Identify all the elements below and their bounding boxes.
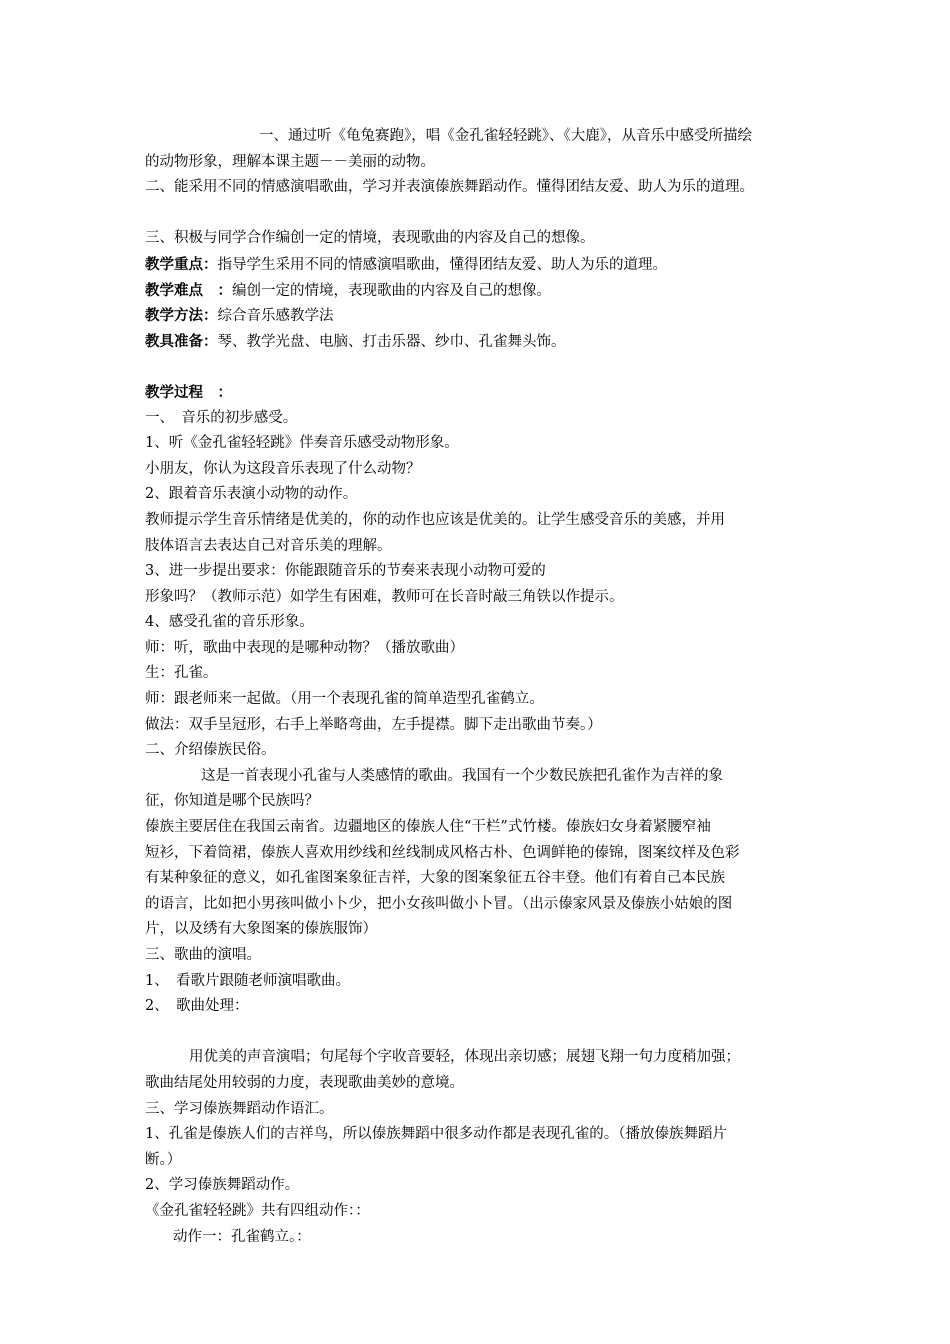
key-points-label: 教学重点： [145, 255, 218, 273]
dai-line: 短衫，下着筒裙，傣族人喜欢用纱线和丝线制成风格古朴、色调鲜艳的傣锦，图案纹样及色彩 [145, 844, 740, 861]
treatment-line: 《金孔雀轻轻跳》共有四组动作：： [145, 1202, 370, 1219]
difficulties-text: 编创一定的情境，表现歌曲的内容及自己的想像。 [232, 282, 551, 299]
process-line: 做法：双手呈冠形，右手上举略弯曲，左手提襟。脚下走出歌曲节奏。） [145, 716, 602, 733]
dai-line: 征，你知道是哪个民族吗？ [145, 793, 319, 810]
process-line: 3、进一步提出要求：你能跟随音乐的节奏来表现小动物可爱的 [145, 563, 546, 580]
treatment-line: 2、学习傣族舞蹈动作。 [145, 1177, 300, 1194]
tools [145, 329, 817, 355]
dai-line: 1、 看歌片跟随老师演唱歌曲。 [145, 972, 350, 989]
blank-line [145, 354, 817, 380]
process-line: 肢体语言去表达自己对音乐美的理解。 [145, 537, 392, 554]
treatment-line: 三、学习傣族舞蹈动作语汇。 [145, 1100, 334, 1117]
difficulties [145, 278, 817, 304]
process-line: 4、感受孔雀的音乐形象。 [145, 614, 314, 631]
objective-1-cont: 的动物形象，理解本课主题－－美丽的动物。 [145, 153, 435, 170]
process-line: 一、 音乐的初步感受。 [145, 409, 298, 426]
objective-1: 一、通过听《龟兔赛跑》，唱《金孔雀轻轻跳》、《大鹿》，从音乐中感受所描绘 [259, 128, 752, 144]
blank-line [145, 1020, 817, 1046]
treatment-line: 歌曲结尾处用较弱的力度，表现歌曲美妙的意境。 [145, 1074, 464, 1091]
process-line: 教师提示学生音乐情绪是优美的，你的动作也应该是优美的。让学生感受音乐的美感，并用 [145, 511, 725, 528]
methods-text: 综合音乐感教学法 [217, 308, 334, 325]
treatment-intro: 用优美的声音演唱；句尾每个字收音要轻，体现出亲切感；展翅飞翔一句力度稍加强； [189, 1049, 740, 1066]
process-line: 1、听《金孔雀轻轻跳》伴奏音乐感受动物形象。 [145, 435, 459, 452]
process-heading: 教学过程 ： [145, 383, 232, 401]
methods [145, 303, 817, 329]
dai-line: 有某种象征的意义，如孔雀图案象征吉祥，大象的图案象征五谷丰登。他们有着自己本民族 [145, 870, 725, 887]
key-points [145, 252, 817, 278]
objective-2: 二、能采用不同的情感演唱歌曲，学习并表演傣族舞蹈动作。懂得团结友爱、助人为乐的道理。 [145, 179, 754, 196]
dai-line: 傣族主要居住在我国云南省。边疆地区的傣族人住“干栏”式竹楼。傣族妇女身着紧腰窄袖 [145, 819, 711, 836]
tools-label: 教具准备： [145, 332, 218, 350]
dai-intro: 这是一首表现小孔雀与人类感情的歌曲。我国有一个少数民族把孔雀作为吉祥的象 [201, 767, 723, 784]
process-line: 生：孔雀。 [145, 665, 218, 682]
process-line: 二、介绍傣族民俗。 [145, 742, 276, 759]
process-line: 师：听，歌曲中表现的是哪种动物？（播放歌曲） [145, 639, 464, 656]
dai-line: 2、 歌曲处理： [145, 998, 249, 1015]
process-line: 师：跟老师来一起做。（用一个表现孔雀的简单造型孔雀鹤立。 [145, 691, 544, 708]
tools-text: 琴、教学光盘、电脑、打击乐器、纱巾、孔雀舞头饰。 [217, 333, 566, 350]
action-1: 动作一：孔雀鹤立。： [173, 1228, 311, 1245]
blank-line [145, 201, 817, 227]
dai-line: 片，以及绣有大象图案的傣族服饰） [145, 921, 377, 938]
process-line: 2、跟着音乐表演小动物的动作。 [145, 486, 358, 503]
methods-label: 教学方法： [145, 307, 218, 325]
treatment-line: 1、孔雀是傣族人们的吉祥鸟，所以傣族舞蹈中很多动作都是表现孔雀的。（播放傣族舞蹈片 [145, 1126, 727, 1143]
process-line: 形象吗？（教师示范）如学生有困难，教师可在长音时敲三角铁以作提示。 [145, 588, 624, 605]
dai-line: 的语言，比如把小男孩叫做小卜少，把小女孩叫做小卜冒。（出示傣家风景及傣族小姑娘的图 [145, 895, 733, 912]
dai-line: 三、歌曲的演唱。 [145, 947, 261, 963]
objective-3: 三、积极与同学合作编创一定的情境，表现歌曲的内容及自己的想像。 [145, 230, 595, 247]
key-points-text: 指导学生采用不同的情感演唱歌曲，懂得团结友爱、助人为乐的道理。 [217, 256, 667, 273]
difficulties-label: 教学难点 ： [145, 281, 232, 299]
treatment-line: 断。） [145, 1151, 182, 1168]
lesson-plan-page [145, 124, 817, 1250]
process-line: 小朋友，你认为这段音乐表现了什么动物？ [145, 460, 421, 477]
